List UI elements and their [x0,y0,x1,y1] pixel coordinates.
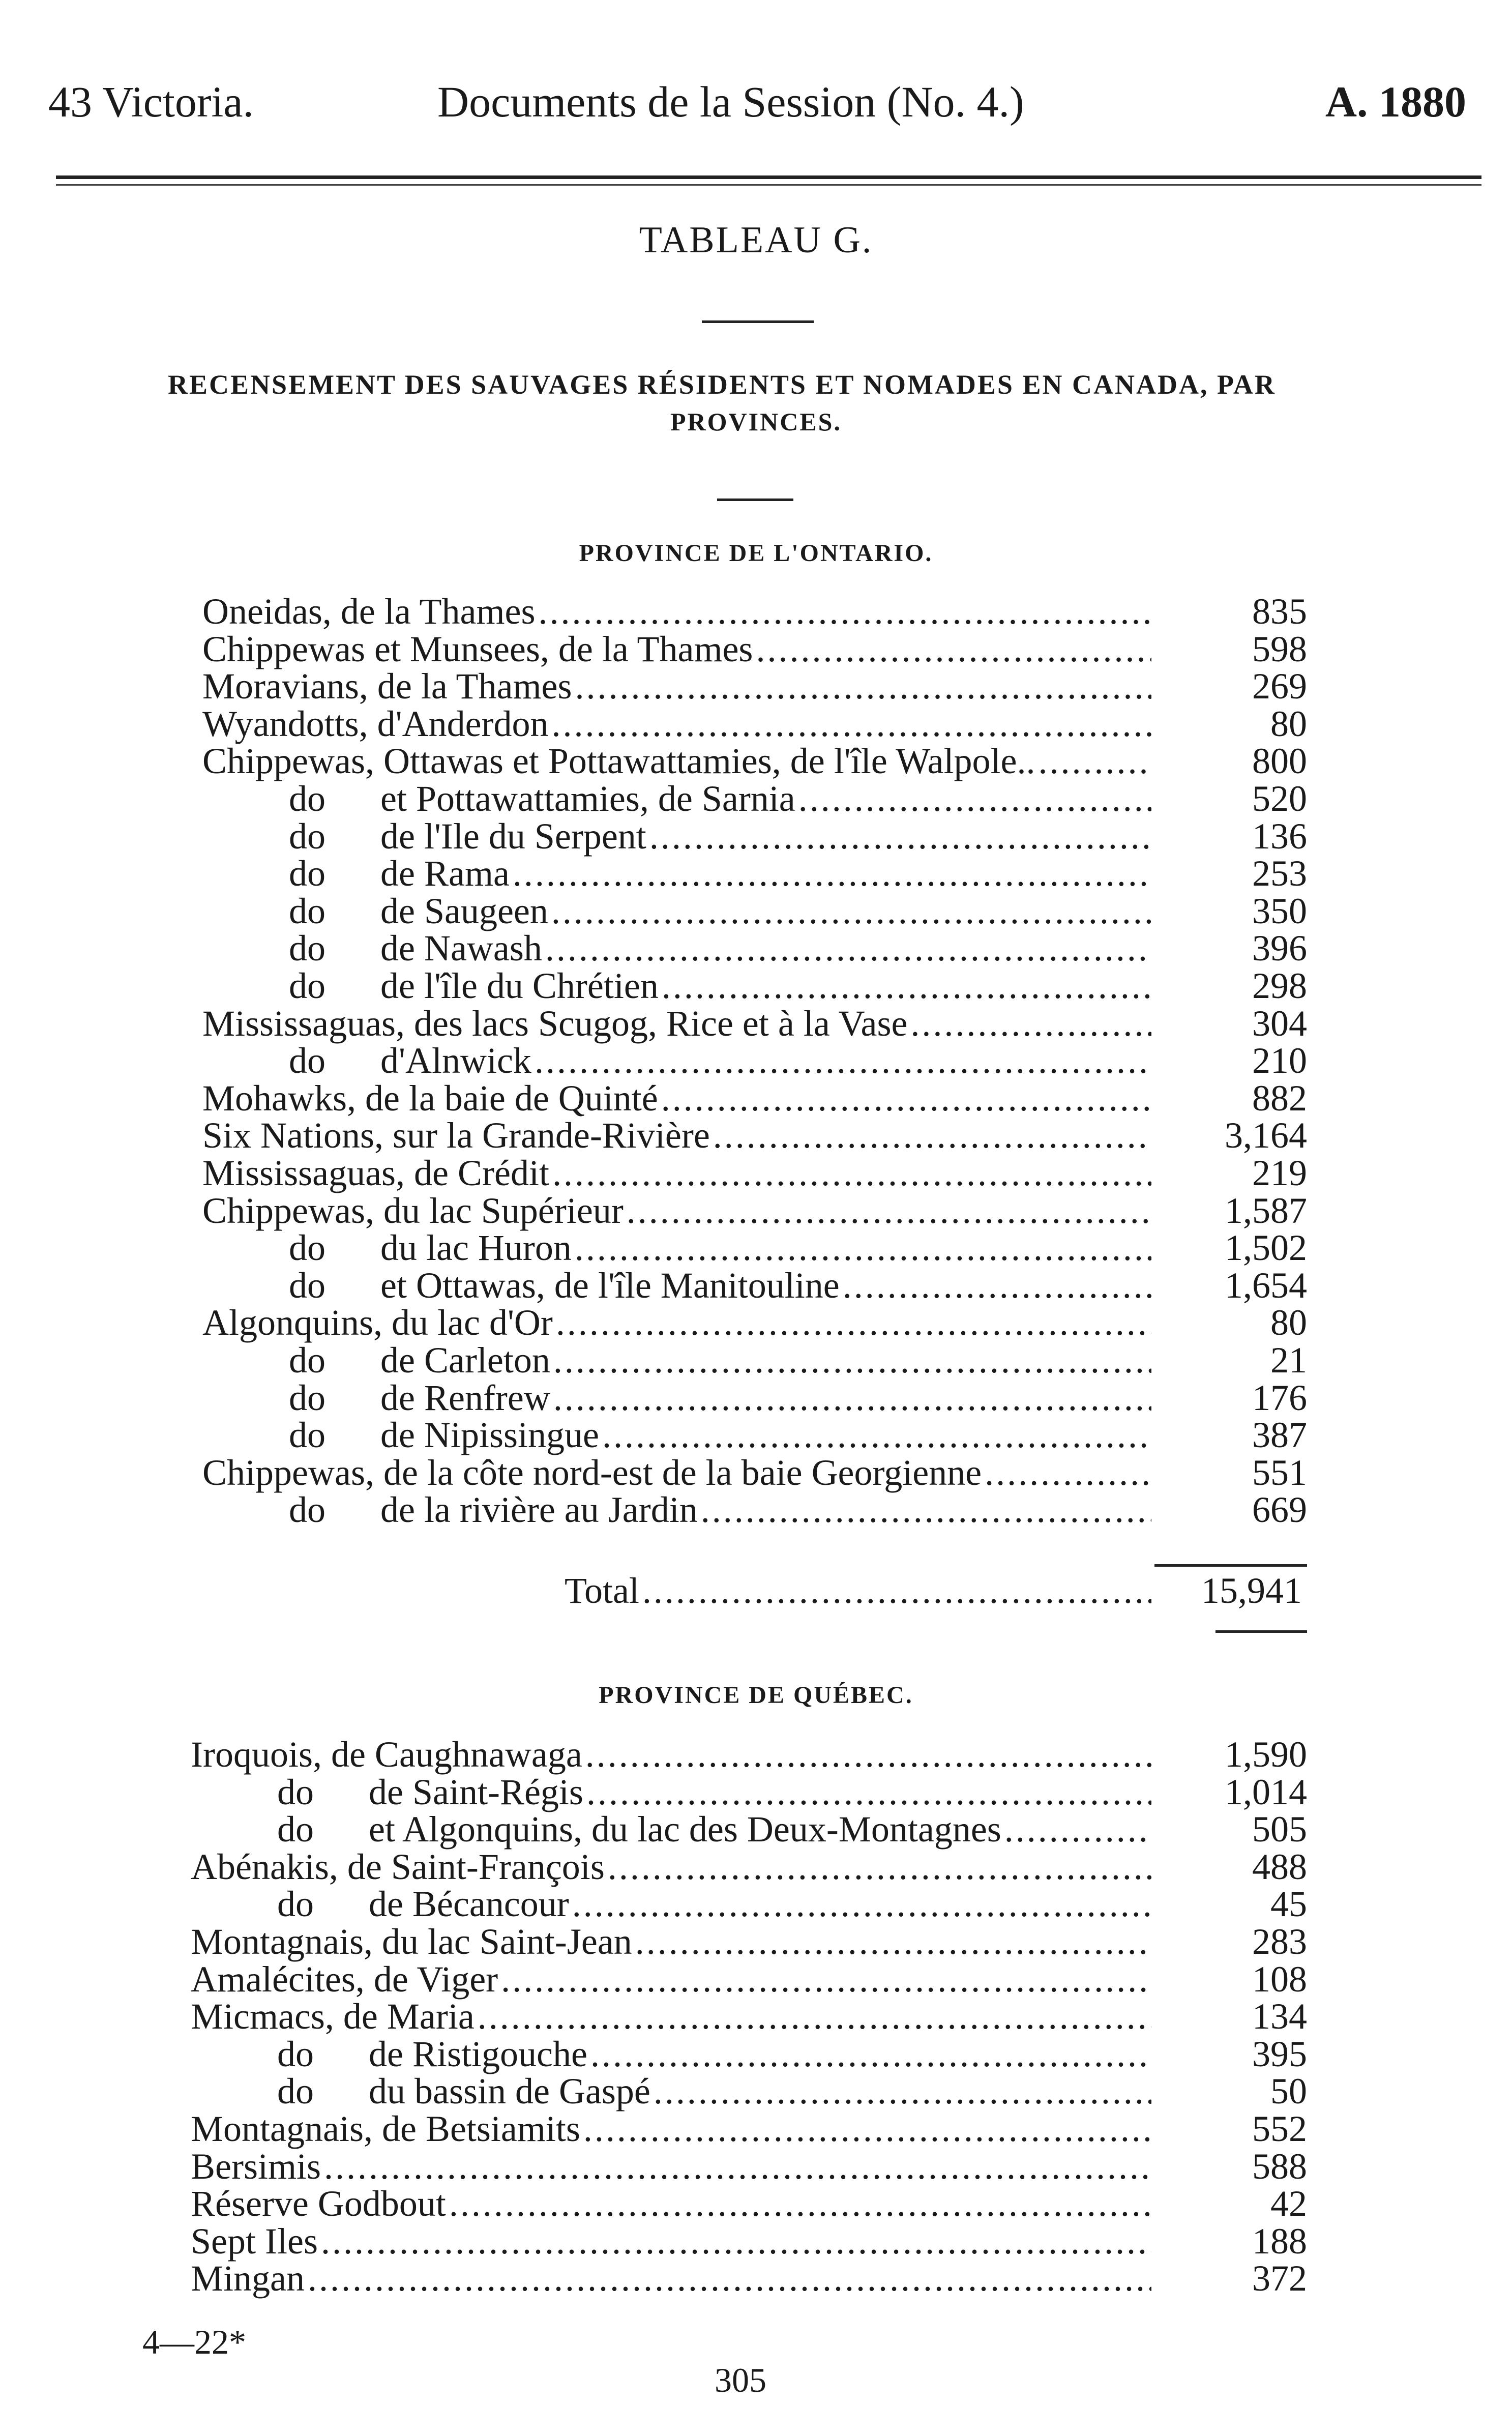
header-left: 43 Victoria. [48,77,254,126]
row-label: do de Bécancour [277,1884,569,1925]
row-label: Amalécites, de Viger [191,1958,498,2000]
row-label: Micmacs, de Maria [191,1996,475,2037]
row-leader [513,855,1151,892]
table-row [202,666,1307,707]
table-row [202,1265,1307,1306]
row-leader [627,1192,1151,1229]
table-row [191,1734,1307,1775]
row-value: 176 [1252,1377,1307,1418]
row-value: 80 [1270,703,1307,744]
row-leader [756,630,1151,668]
row-value: 1,654 [1225,1265,1307,1306]
table-row [202,965,1307,1006]
row-value: 505 [1252,1809,1307,1850]
row-value: 395 [1252,2033,1307,2074]
row-label: Mohawks, de la baie de Quinté [202,1077,658,1119]
row-value: 283 [1252,1921,1307,1962]
row-leader [608,1848,1151,1886]
table-row [191,1921,1307,1962]
table-row [191,1846,1307,1887]
row-leader [701,1491,1151,1529]
table-row [202,890,1307,931]
row-leader [545,929,1151,967]
row-leader [985,1454,1151,1491]
row-label: do de la rivière au Jardin [289,1489,698,1531]
table-row [191,2258,1307,2299]
row-leader [910,1005,1151,1042]
row-leader [590,2035,1151,2073]
row-label: do de Saugeen [289,890,548,931]
table-row [202,1452,1307,1493]
row-label: Six Nations, sur la Grande-Rivière [202,1115,710,1156]
table-row [202,703,1307,744]
row-label: do de Carleton [289,1340,550,1381]
table-row [202,591,1307,632]
row-value: 882 [1252,1077,1307,1119]
row-leader [478,1998,1151,2035]
row-leader [308,2260,1151,2297]
header-rule-thin [56,184,1481,186]
table-row [191,1958,1307,2000]
row-label: Moravians, de la Thames [202,666,572,707]
row-leader [552,705,1151,743]
total-rule-bottom [1215,1630,1307,1633]
row-leader [556,1304,1151,1341]
table-row [202,1489,1307,1531]
row-label: do de Rama [289,853,510,894]
table-row [202,1040,1307,1081]
row-label: do et Ottawas, de l'île Manitouline [289,1265,840,1306]
table-row [191,2146,1307,2187]
row-label: do de Renfrew [289,1377,550,1418]
row-value: 835 [1252,591,1307,632]
row-value: 188 [1252,2220,1307,2262]
row-leader [553,1379,1151,1417]
table-row [191,1771,1307,1812]
row-leader [538,593,1151,630]
row-label: Abénakis, de Saint-François [191,1846,605,1887]
table-row [202,1227,1307,1269]
table-row [202,1003,1307,1044]
row-leader [654,2072,1151,2110]
table-row [191,2108,1307,2149]
table-row [202,1377,1307,1418]
row-value: 253 [1252,853,1307,894]
row-value: 669 [1252,1489,1307,1531]
table-row [202,853,1307,894]
total-leader [642,1572,1151,1609]
row-value: 1,587 [1225,1190,1307,1231]
row-label: do de l'île du Chrétien [289,965,659,1006]
table-row [202,1153,1307,1193]
row-label: Chippewas et Munsees, de la Thames [202,628,753,669]
table-row [191,1809,1307,1850]
row-label: Chippewas, de la côte nord-est de la baie Georgienne [202,1452,982,1493]
table-title: TABLEAU G. [639,219,873,261]
row-leader [321,2222,1151,2260]
row-label: Montagnais, du lac Saint-Jean [191,1921,632,1962]
quebec-heading: PROVINCE DE QUÉBEC. [599,1682,913,1709]
row-label: do de Nipissingue [289,1415,599,1456]
row-leader [324,2148,1151,2185]
table-row [202,1340,1307,1381]
total-row [565,1570,1302,1611]
row-label: Mingan [191,2258,305,2299]
table-row [191,2033,1307,2074]
row-label: Mississaguas, de Crédit [202,1153,549,1193]
row-label: Bersimis [191,2146,321,2187]
row-value: 350 [1252,890,1307,931]
row-value: 1,590 [1225,1734,1307,1775]
row-leader [551,892,1151,930]
row-label: do du lac Huron [289,1227,572,1269]
row-value: 1,014 [1225,1771,1307,1812]
row-value: 598 [1252,628,1307,669]
row-value: 552 [1252,2108,1307,2149]
row-leader [501,1960,1151,1998]
row-label: Montagnais, de Betsiamits [191,2108,580,2149]
row-leader [713,1117,1151,1154]
header-right: A. 1880 [1325,77,1466,126]
row-label: do du bassin de Gaspé [277,2071,650,2112]
row-leader [575,1229,1151,1267]
row-leader [585,1736,1151,1773]
table-row [202,741,1307,782]
row-leader [661,1079,1151,1117]
table-row [191,1884,1307,1925]
row-leader [662,967,1151,1005]
row-value: 520 [1252,778,1307,819]
total-label: Total [565,1570,639,1611]
row-value: 372 [1252,2258,1307,2299]
total-rule-top [1154,1564,1307,1567]
table-row [202,928,1307,969]
row-leader [798,780,1151,817]
row-leader [635,1923,1151,1960]
row-label: do de Nawash [289,928,542,969]
table-row [202,778,1307,819]
row-value: 304 [1252,1003,1307,1044]
row-label: do de Saint-Régis [277,1771,583,1812]
row-label: Algonquins, du lac d'Or [202,1302,553,1343]
row-leader [552,1154,1151,1192]
table-row [191,2071,1307,2112]
table-row [202,1415,1307,1456]
row-label: do de Ristigouche [277,2033,587,2074]
row-value: 488 [1252,1846,1307,1887]
row-label: Iroquois, de Caughnawaga [191,1734,582,1775]
row-value: 387 [1252,1415,1307,1456]
row-label: Réserve Godbout [191,2183,446,2224]
row-leader [575,667,1151,705]
row-value: 1,502 [1225,1227,1307,1269]
row-leader [586,1773,1151,1811]
signature-mark: 4—22* [142,2323,246,2361]
row-label: Sept Iles [191,2220,318,2262]
row-label: Oneidas, de la Thames [202,591,536,632]
title-divider [702,320,814,323]
table-row [202,1115,1307,1156]
table-row [202,628,1307,669]
header-center: Documents de la Session (No. 4.) [437,77,1024,126]
row-value: 210 [1252,1040,1307,1081]
row-value: 588 [1252,2146,1307,2187]
ontario-heading: PROVINCE DE L'ONTARIO. [579,540,933,567]
row-label: do de l'Ile du Serpent [289,815,646,857]
total-value: 15,941 [1201,1570,1302,1611]
row-leader [535,1042,1151,1079]
row-value: 50 [1270,2071,1307,2112]
table-row [191,2183,1307,2224]
row-value: 80 [1270,1302,1307,1343]
table-row [202,1077,1307,1119]
table-row [191,1996,1307,2037]
row-value: 134 [1252,1996,1307,2037]
row-label: Chippewas, du lac Supérieur [202,1190,624,1231]
row-leader [843,1267,1151,1304]
row-leader [572,1885,1151,1923]
row-value: 3,164 [1225,1115,1307,1156]
row-value: 298 [1252,965,1307,1006]
table-row [202,1302,1307,1343]
row-value: 800 [1252,741,1307,782]
row-leader [1038,742,1151,780]
row-leader [583,2110,1151,2148]
subtitle-line1: RECENSEMENT DES SAUVAGES RÉSIDENTS ET NOMADES EN CANADA, PAR [168,369,1276,400]
row-value: 269 [1252,666,1307,707]
row-value: 136 [1252,815,1307,857]
header-rule [56,175,1481,179]
row-label: Chippewas, Ottawas et Pottawattamies, de l'île Walpole.. [202,741,1035,782]
page-number: 305 [715,2361,766,2399]
row-value: 108 [1252,1958,1307,2000]
row-label: do et Pottawattamies, de Sarnia [289,778,795,819]
row-value: 42 [1270,2183,1307,2224]
row-leader [449,2185,1151,2222]
row-value: 219 [1252,1153,1307,1193]
row-leader [649,817,1151,855]
table-row [191,2220,1307,2262]
row-value: 396 [1252,928,1307,969]
row-label: do d'Alnwick [289,1040,531,1081]
row-value: 45 [1270,1884,1307,1925]
table-row [202,1190,1307,1231]
row-leader [553,1341,1151,1379]
row-value: 21 [1270,1340,1307,1381]
row-label: Mississaguas, des lacs Scugog, Rice et à la Vase [202,1003,908,1044]
row-label: Wyandotts, d'Anderdon [202,703,549,744]
row-label: do et Algonquins, du lac des Deux-Montagnes [277,1809,1001,1850]
row-leader [1004,1810,1151,1848]
row-leader [602,1416,1151,1454]
table-row [202,815,1307,857]
subtitle-divider [717,498,793,501]
subtitle-line2: PROVINCES. [670,407,842,436]
row-value: 551 [1252,1452,1307,1493]
